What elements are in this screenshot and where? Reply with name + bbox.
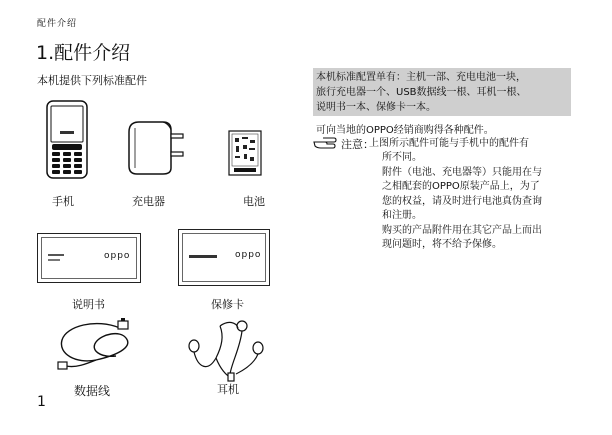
note-line: 和注册。 <box>382 210 422 221</box>
battery-icon <box>228 130 262 176</box>
note-line: 之相配套的OPPO原装产品上，为了 <box>382 181 540 192</box>
label-data-cable: 数据线 <box>74 384 111 398</box>
note-body <box>369 137 529 152</box>
manual-card <box>37 233 141 283</box>
note-label: 注意： <box>341 138 374 151</box>
phone-icon <box>45 100 91 180</box>
earphone-icon <box>180 318 272 382</box>
note-line: 现问题时，将不给予保修。 <box>382 239 502 250</box>
label-charger: 充电器 <box>132 195 165 208</box>
pointing-hand-icon <box>313 137 337 151</box>
config-line-3: 说明书一本、保修卡一本。 <box>316 102 436 113</box>
intro-text: 本机提供下列标准配件 <box>37 74 147 87</box>
warranty-brand-text: oppo <box>235 250 262 260</box>
note-line: 购买的产品附件用在其它产品上而出 <box>382 224 542 236</box>
manual-brand-text: oppo <box>104 251 131 261</box>
standard-config-box <box>313 68 571 116</box>
label-phone: 手机 <box>52 195 74 208</box>
config-line-1: 本机标准配置单有：主机一部、充电电池一块， <box>316 72 526 83</box>
warranty-card <box>178 229 270 286</box>
page-title: 1.配件介绍 <box>36 42 131 64</box>
label-battery: 电池 <box>243 195 265 208</box>
note-line: 您的权益，请及时进行电池真伪查询 <box>382 195 542 207</box>
charger-icon <box>125 118 187 178</box>
label-warranty: 保修卡 <box>211 298 244 311</box>
note-line: 所不同。 <box>382 152 422 163</box>
label-manual: 说明书 <box>72 298 105 311</box>
dealer-note: 可向当地的OPPO经销商购得各种配件。 <box>316 125 494 136</box>
page-number: 1 <box>37 394 46 410</box>
config-line-2: 旅行充电器一个、USB数据线一根、耳机一根、 <box>316 87 527 98</box>
running-head: 配件介绍 <box>37 19 78 29</box>
note-body-indented <box>382 151 542 253</box>
note-line: 附件（电池、充电器等）只能用在与 <box>382 166 542 178</box>
label-earphone: 耳机 <box>217 383 239 396</box>
note-line: 上图所示配件可能与手机中的配件有 <box>369 138 529 149</box>
data-cable-icon <box>56 318 140 374</box>
